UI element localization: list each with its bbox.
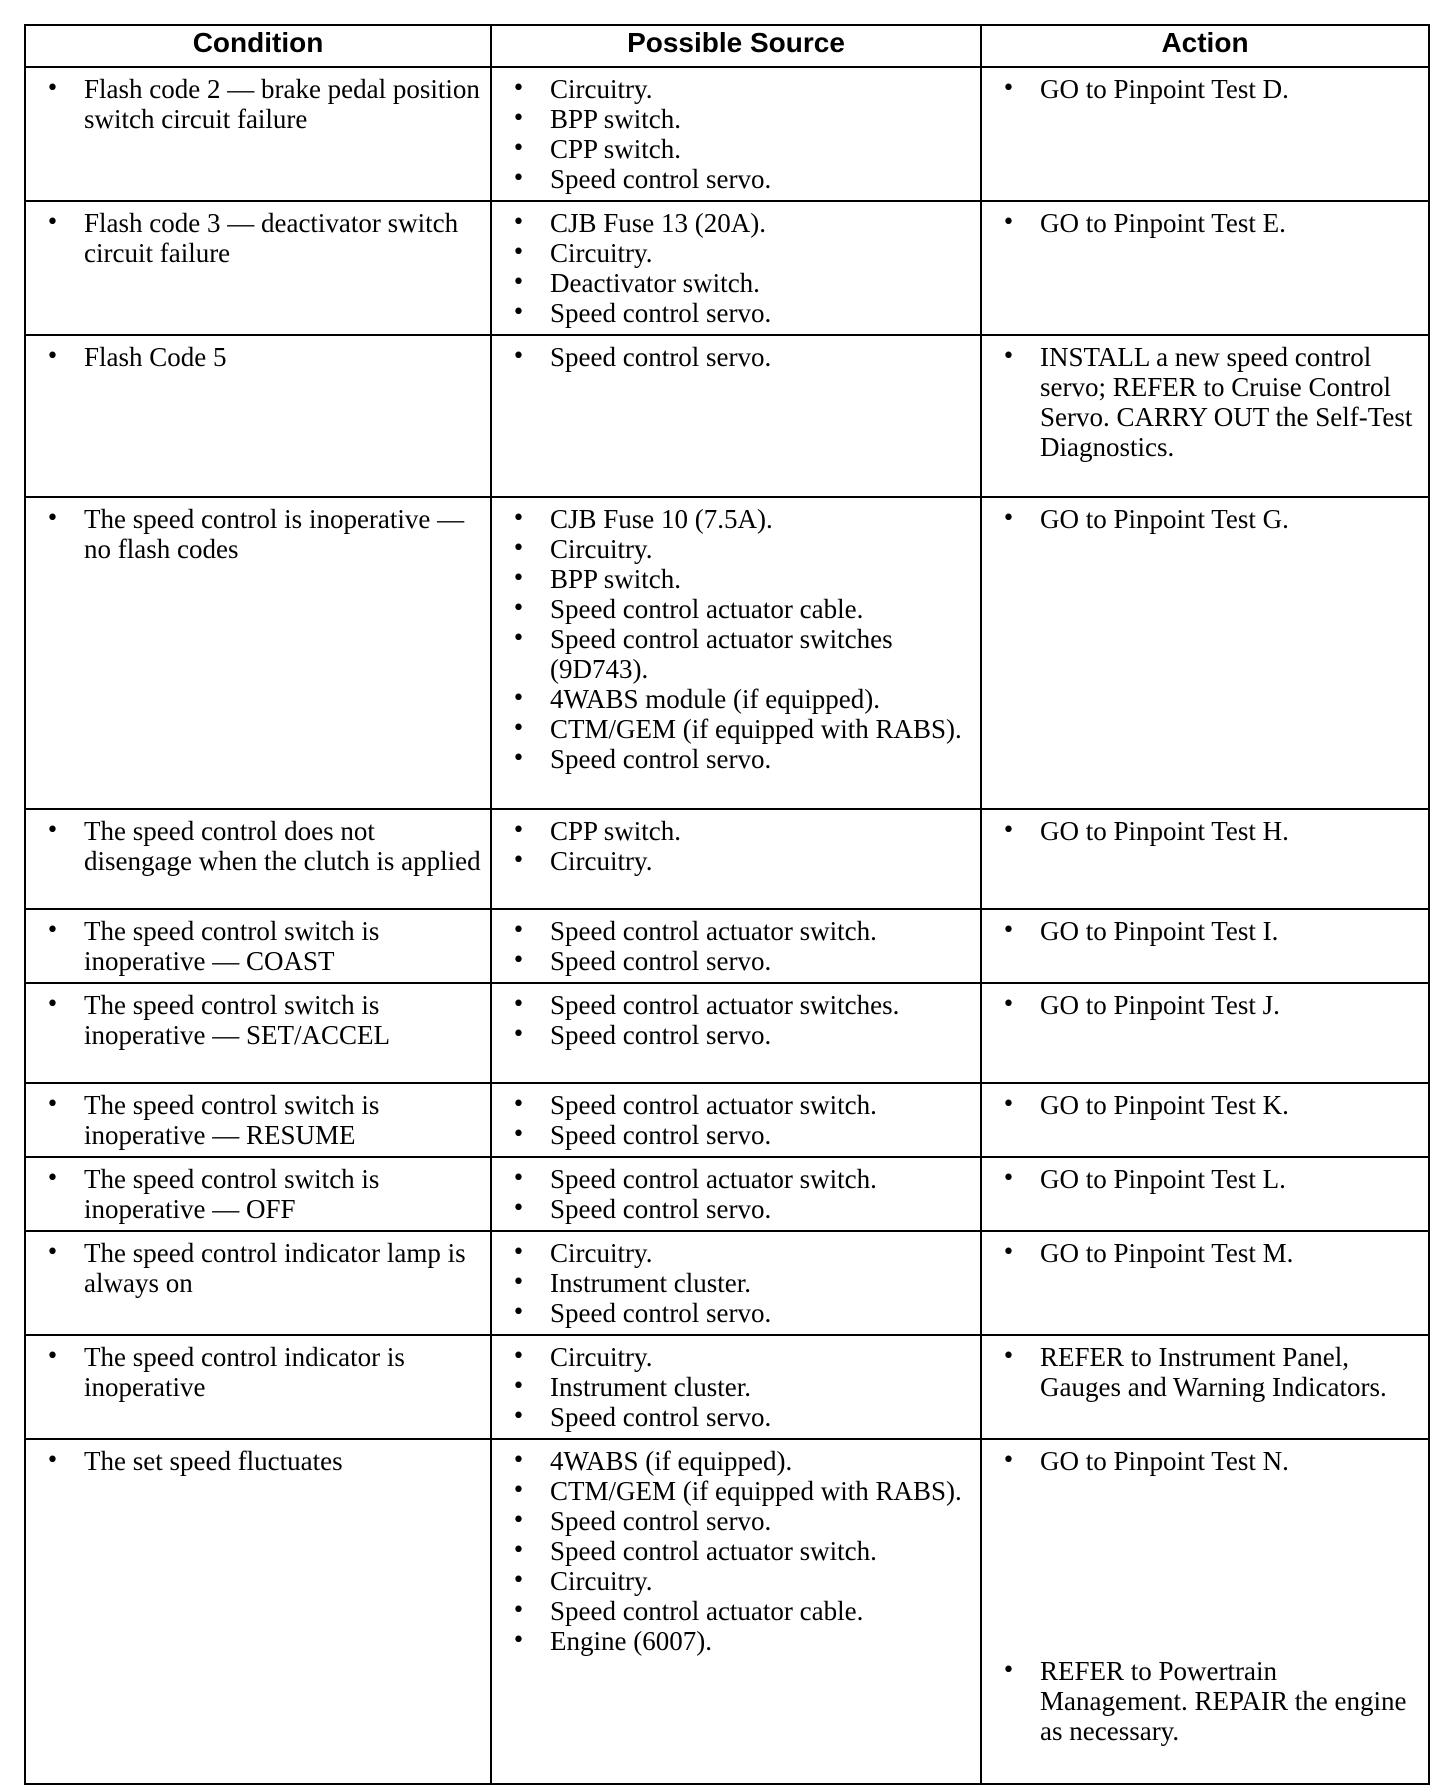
action-cell	[981, 1231, 1429, 1335]
condition-cell	[25, 1439, 491, 1784]
action-item: • GO to Pinpoint Test N.	[1000, 1446, 1420, 1476]
action-item: • GO to Pinpoint Test M.	[1000, 1238, 1420, 1268]
condition-item: • The speed control switch is inoperative — RESUME	[44, 1090, 482, 1150]
source-item: • Speed control servo.	[510, 744, 972, 774]
condition-item: • Flash Code 5	[44, 342, 482, 372]
possible-source-header: Possible Source	[491, 25, 981, 67]
condition-header: Condition	[25, 25, 491, 67]
source-cell	[491, 909, 981, 983]
source-cell	[491, 809, 981, 909]
condition-cell	[25, 1157, 491, 1231]
source-item: • Instrument cluster.	[510, 1268, 972, 1298]
action-cell	[981, 1157, 1429, 1231]
condition-cell	[25, 909, 491, 983]
source-item: • Instrument cluster.	[510, 1372, 972, 1402]
action-cell	[981, 1083, 1429, 1157]
action-item: • REFER to Instrument Panel, Gauges and Warning Indicators.	[1000, 1342, 1420, 1402]
condition-item: • The speed control indicator lamp is always on	[44, 1238, 482, 1298]
condition-item: • Flash code 2 — brake pedal position switch circuit failure	[44, 74, 482, 134]
source-item: • Speed control actuator switch.	[510, 1164, 972, 1194]
source-item: • 4WABS (if equipped).	[510, 1446, 972, 1476]
source-item: • Speed control actuator switches (9D743).	[510, 624, 972, 684]
source-item: • CJB Fuse 10 (7.5A).	[510, 504, 972, 534]
table-row	[25, 335, 1429, 497]
source-item: • Speed control servo.	[510, 1020, 972, 1050]
source-cell	[491, 335, 981, 497]
condition-cell	[25, 983, 491, 1083]
condition-item: • The speed control indicator is inoperative	[44, 1342, 482, 1402]
source-item: • Circuitry.	[510, 238, 972, 268]
action-item: • GO to Pinpoint Test D.	[1000, 74, 1420, 104]
source-cell	[491, 1083, 981, 1157]
condition-item: • The set speed fluctuates	[44, 1446, 482, 1476]
action-item: • GO to Pinpoint Test H.	[1000, 816, 1420, 846]
source-item: • Speed control actuator cable.	[510, 594, 972, 624]
source-item: • Speed control servo.	[510, 298, 972, 328]
source-item: • CPP switch.	[510, 134, 972, 164]
table-row	[25, 497, 1429, 809]
source-item: • BPP switch.	[510, 104, 972, 134]
table-row	[25, 201, 1429, 335]
action-cell	[981, 909, 1429, 983]
source-item: • Speed control actuator switches.	[510, 990, 972, 1020]
condition-cell	[25, 809, 491, 909]
table-row	[25, 983, 1429, 1083]
table-row	[25, 1439, 1429, 1784]
action-cell	[981, 809, 1429, 909]
source-cell	[491, 983, 981, 1083]
source-item: • Speed control actuator cable.	[510, 1596, 972, 1626]
action-item: • GO to Pinpoint Test G.	[1000, 504, 1420, 534]
source-item: • CJB Fuse 13 (20A).	[510, 208, 972, 238]
action-item: • GO to Pinpoint Test I.	[1000, 916, 1420, 946]
condition-item: • The speed control switch is inoperative — OFF	[44, 1164, 482, 1224]
action-cell	[981, 67, 1429, 201]
table-row	[25, 1157, 1429, 1231]
source-cell	[491, 1157, 981, 1231]
table-row	[25, 809, 1429, 909]
source-item: • Circuitry.	[510, 534, 972, 564]
action-cell	[981, 1439, 1429, 1784]
source-item: • Speed control servo.	[510, 1402, 972, 1432]
condition-item: • Flash code 3 — deactivator switch circuit failure	[44, 208, 482, 268]
source-item: • Engine (6007).	[510, 1626, 972, 1656]
source-item: • Speed control servo.	[510, 1120, 972, 1150]
source-item: • Speed control servo.	[510, 1194, 972, 1224]
action-header: Action	[981, 25, 1429, 67]
source-item: • Circuitry.	[510, 1566, 972, 1596]
source-item: • Speed control servo.	[510, 164, 972, 194]
action-cell	[981, 335, 1429, 497]
source-item: • Speed control servo.	[510, 342, 972, 372]
source-cell	[491, 497, 981, 809]
condition-cell	[25, 1335, 491, 1439]
action-cell	[981, 1335, 1429, 1439]
source-cell	[491, 67, 981, 201]
condition-item: • The speed control is inoperative — no flash codes	[44, 504, 482, 564]
action-cell	[981, 983, 1429, 1083]
symptom-chart-table	[24, 24, 1430, 1785]
source-item: • Speed control servo.	[510, 1506, 972, 1536]
action-item: • GO to Pinpoint Test J.	[1000, 990, 1420, 1020]
table-row	[25, 1231, 1429, 1335]
table-row	[25, 1083, 1429, 1157]
table-row	[25, 909, 1429, 983]
condition-cell	[25, 201, 491, 335]
diagnostic-table-sheet	[24, 24, 1428, 1785]
source-item: • Speed control servo.	[510, 946, 972, 976]
condition-cell	[25, 497, 491, 809]
table-row	[25, 1335, 1429, 1439]
condition-item: • The speed control switch is inoperative — SET/ACCEL	[44, 990, 482, 1050]
source-item: • CTM/GEM (if equipped with RABS).	[510, 714, 972, 744]
source-cell	[491, 1439, 981, 1784]
source-item: • 4WABS module (if equipped).	[510, 684, 972, 714]
condition-item: • The speed control does not disengage when the clutch is applied	[44, 816, 482, 876]
source-cell	[491, 1231, 981, 1335]
source-item: • Circuitry.	[510, 74, 972, 104]
condition-item: • The speed control switch is inoperative — COAST	[44, 916, 482, 976]
source-item: • Speed control actuator switch.	[510, 1090, 972, 1120]
source-item: • CTM/GEM (if equipped with RABS).	[510, 1476, 972, 1506]
source-item: • Speed control servo.	[510, 1298, 972, 1328]
table-row	[25, 67, 1429, 201]
action-cell	[981, 201, 1429, 335]
action-item: • GO to Pinpoint Test L.	[1000, 1164, 1420, 1194]
condition-cell	[25, 1231, 491, 1335]
source-item: • Deactivator switch.	[510, 268, 972, 298]
condition-cell	[25, 1083, 491, 1157]
source-item: • Circuitry.	[510, 1342, 972, 1372]
source-item: • BPP switch.	[510, 564, 972, 594]
source-cell	[491, 201, 981, 335]
action-item: • GO to Pinpoint Test E.	[1000, 208, 1420, 238]
table-body	[25, 67, 1429, 1784]
condition-cell	[25, 67, 491, 201]
condition-cell	[25, 335, 491, 497]
source-cell	[491, 1335, 981, 1439]
source-item: • CPP switch.	[510, 816, 972, 846]
action-cell	[981, 497, 1429, 809]
action-item: • REFER to Powertrain Management. REPAIR the engine as necessary.	[1000, 1656, 1420, 1746]
action-item: • GO to Pinpoint Test K.	[1000, 1090, 1420, 1120]
source-item: • Speed control actuator switch.	[510, 916, 972, 946]
source-item: • Speed control actuator switch.	[510, 1536, 972, 1566]
source-item: • Circuitry.	[510, 846, 972, 876]
action-item: • INSTALL a new speed control servo; REFER to Cruise Control Servo. CARRY OUT the Self-Test Diagnostics.	[1000, 342, 1420, 462]
header-row	[25, 25, 1429, 67]
source-item: • Circuitry.	[510, 1238, 972, 1268]
